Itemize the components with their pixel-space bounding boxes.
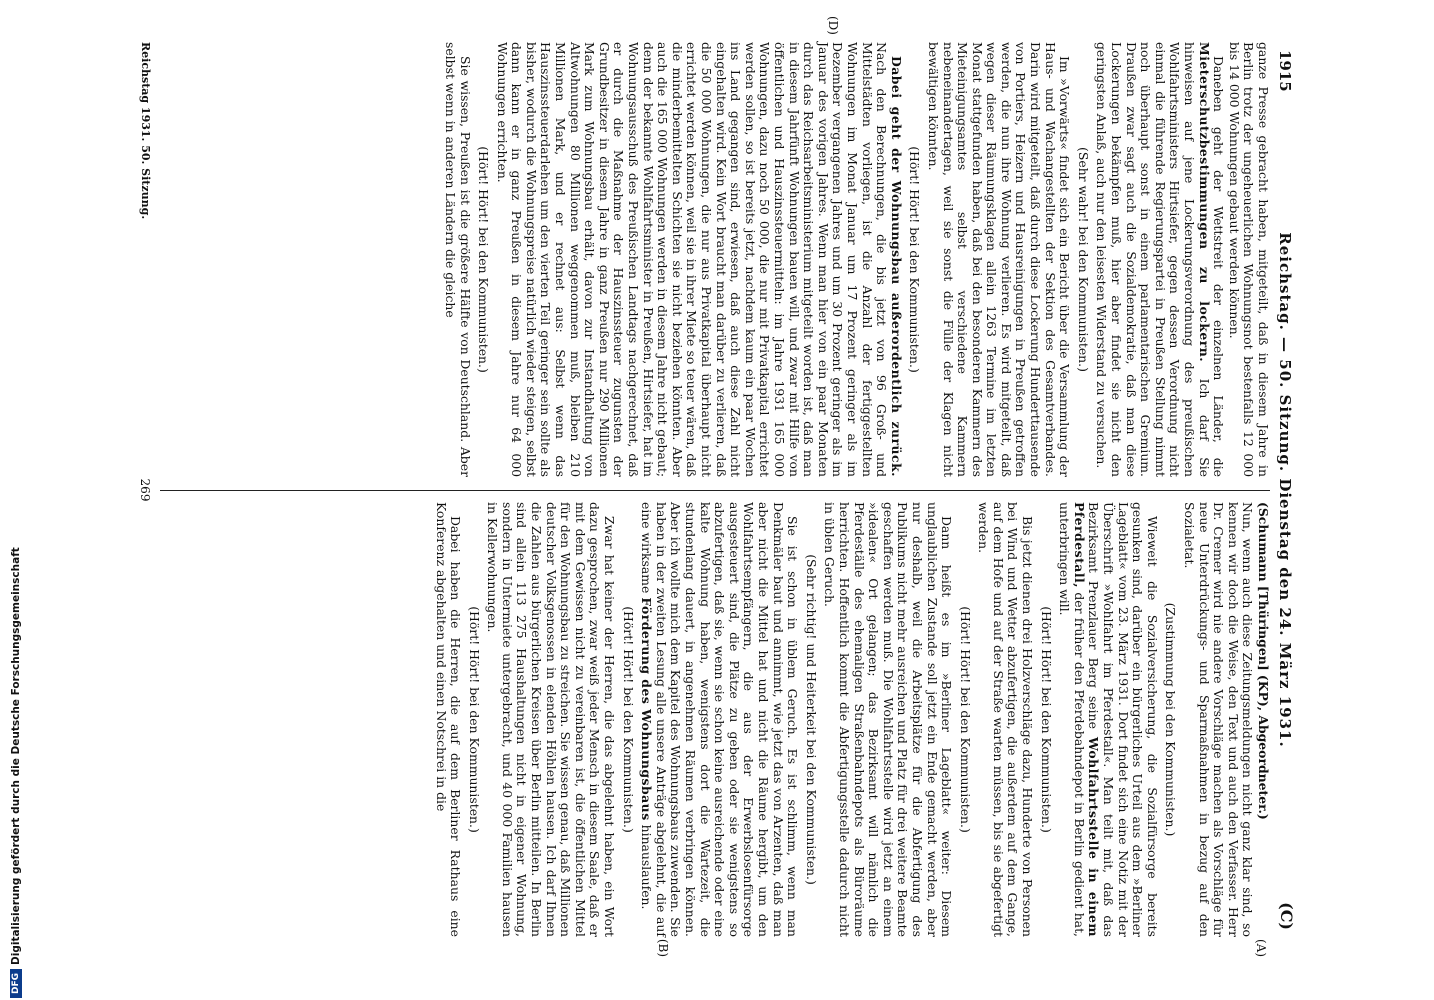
text: hinauslaufen.: [639, 824, 655, 910]
paragraph: [639, 502, 800, 937]
text: Nach den Berechnungen, die bis jetzt von 96 Groß- und Mittelstädten vorliegen, ist die Anzahl der fertiggestellten Wohnungen im Monat Januar um 17 Prozent geringer als im Dezember vergangenen Jahres und um 30 Prozent geringer als im Januar des vorigen Jahres. Wenn man hier von ein paar Monaten durch das Reichsarbeitsministerium mitgeteilt worden ist, daß man in diesem Jahrfünft Wohnungen bauen will, und zwar mit Hilfe von öffentlichen und Hauszinssteuermitteln: im Jahre 1931 165 000 Wohnungen, dazu noch 50 000, die nur mit Privatkapital errichtet werden sollen, so ist bereits jetzt, nachdem kaum ein paar Wochen ins Land gegangen sind, erwiesen, daß auch diese Zahl nicht eingehalten wird. Kein Wort braucht man darüber zu verlieren, daß die 50 000 Wohnungen, die nur aus Privatkapital überhaupt nicht errichtet werden können, weil sie in ihrer Miete so teuer wären, daß die minderbemittelten Schichten sie nicht beziehen könnten. Aber auch die 165 000 Wohnungen werden in diesem Jahre nicht gebaut; denn der bekannte Wohlfahrtsminister in Preußen, Hirtsiefer, hat im Wohnungsausschuß des Preußischen Landtags nachgerechnet, daß er durch die Maßnahme der Hauszinssteuer zugunsten der Grundbesitzer in diesem Jahre in ganz Preußen nur 290 Millionen Mark zum Wohnungsbau erhält, davon zur Instandhaltung von Altwohnungen 80 Millionen weggenommen muß, bleiben 210 Millionen Mark, und er rechnet aus: Selbst wenn das Hauszinssteuerdarlehen um den vierten Teil geringer sein sollte als bisher, wodurch die Wohnungspreise natürlich wieder steigen, selbst dann kann er in ganz Preußen in diesem Jahre nur 64 000 Wohnungen errichten.: [494, 42, 890, 478]
paragraph: Dann heißt es im »Berliner Lageblatt« weiter: Diesem unglaublichen Zustande soll jetzt ein Ende gemacht werden, aber nur deshalb, weil die Arbeitsplätze für die Abfertigung des Publikums nicht mehr ausreichen und Platz für drei weitere Beamte geschaffen werden muß. Die Wohlfahrtsstelle wird jetzt an einem »idealen« Ort gelangen; das Bezirksamt will nämlich die Pferdeställe des ehemaligen Straßenbahndepots als Büroräume herrichten. Hoffentlich kommt die Abfertigungsstelle dadurch nicht in üblen Geruch.: [822, 502, 955, 937]
paragraph: [494, 42, 903, 477]
column-divider: [160, 490, 1270, 491]
text-column-left: [160, 16, 1271, 478]
margin-marker-c: (C): [1277, 902, 1296, 930]
text: Sie ist schon in üblem Geruch. Es ist schlimm, wenn man Denkmäler baut und annimmt, wie jetzt das von Arzenten, daß man aber nicht die Mittel hat und nicht die Räume hergibt, um den Wohlfahrtsempfängern, die aus der Erwerbslosenfürsorge ausgesteuert sind, die Plätze zu geben oder sie wenigstens so abzufertigen, daß sie, wenn sie schon keine ausreichende oder eine kalte Wohnung haben, wenigstens dort die Wartezeit, die stundenlang dauert, in angenehmen Räumen verbringen können. Aber ich wollte mich dem Kapitel des Wohnungsbaus zuwenden. Sie haben in der zweiten Lesung alle unsere Anträge abgelehnt, die auf eine wirksame: [639, 502, 801, 937]
paragraph: ganze Presse gebracht haben, mitgeteilt, daß in diesem Jahre in Berlin trotz der ungeheuerlichen Wohnungsnot bestenfalls 12 000 bis 14 000 Wohnungen gebaut werden können.: [1226, 42, 1271, 477]
page-header: [1274, 40, 1300, 940]
interjection: (Sehr richtig! und Heiterkeit bei den Kommunisten.): [803, 554, 819, 885]
interjection: (Hört! Hört! bei den Kommunisten.): [907, 146, 923, 373]
running-title: Reichstag. — 50. Sitzung. Dienstag den 24. März 1931.: [1276, 232, 1294, 748]
paragraph: Zwar hat keiner der Herren, die das abgelehnt haben, ein Wort dazu gesprochen, zwar weiß jeder Mensch in diesem Saale, daß er mit dem Gewissen nicht zu vereinbaren ist, die öffentlichen Mittel für den Wohnungsbau zu streichen. Sie wissen genau, daß Millionen deutscher Volksgenossen in elenden Höhlen hausen. Ich darf Ihnen die Zahlen aus bürgerlichen Kreisen über Berlin mitteilen. In Berlin sind allein 113 275 Haushaltungen nicht in eigener Wohnung, sondern in Untermiete untergebracht, und 40 000 Familien hausen in Kellerwohnungen.: [485, 502, 618, 937]
funding-note: Digitalisierung gefördert durch die Deutsche Forschungsgemeinschaft: [10, 547, 22, 965]
margin-marker-b: (B): [656, 938, 670, 957]
margin-marker-d: (D): [826, 16, 840, 35]
dfg-logo-icon: DFG: [10, 969, 22, 998]
speaker: (Schumann [Thüringen] (KP), Abgeordneter.): [1256, 502, 1271, 820]
paragraph: Im »Vorwärts« findet sich ein Bericht über die Versammlung der Haus- und Wachangestellten der Sektion des Gesamtverbandes. Darin wird mitgeteilt, daß durch diese Lockerung Hunderttausende von Portiers, Heizern und Hausreinigungen in Preußen getroffen werden, die nun ihre Wohnung verlieren. Es wird mitgeteilt, daß wegen dieser Räumungsklagen allein 1263 Termine im letzten Monat stattgefunden haben, daß bei den besonderen Kammern des Mieteinigungsamtes selbst verschiedene Kammern nebeneinandertagen, weil sie sonst die Fülle der Klagen nicht bewältigen könnten.: [925, 42, 1073, 477]
emphasis: Wohlfahrtsstelle in einem Pferdestall,: [1071, 502, 1102, 937]
paragraph: [1057, 502, 1159, 937]
page-number-header: 1915: [1276, 50, 1294, 92]
paragraph: Sie wissen, Preußen ist die größere Hälfte von Deutschland. Aber selbst wenn in anderen Ländern die gleiche: [442, 42, 473, 477]
text: Wieweit die Sozialversicherung, die Sozialfürsorge bereits gesunken sind, darüber ein bürgerliches Urteil aus dem »Berliner Lageblatt« vom 23. März 1931. Dort findet sich eine Notiz mit der Überschrift »Wohlfahrt im Pferdestall«. Man teilt mit, daß das Bezirksamt Prenzlauer Berg seine: [1086, 502, 1160, 937]
margin-marker-a: (A): [1254, 938, 1268, 957]
paragraph: Bis jetzt dienen drei Holzverschläge dazu, Hunderte von Personen bei Wind und Wetter abzufertigen, die außerdem auf dem Gange, auf dem Hofe und auf der Straße warten müssen, bis sie abgefertigt werden.: [976, 502, 1036, 937]
speaker-line: [1255, 502, 1270, 937]
paragraph: Nun, wenn auch diese Zeitungsmeldungen nicht ganz klar sind, so kennen wir doch die Weise, den Text und auch den Verfasser. Herr Dr. Cremer wird nie andere Vorschläge machen als Vorschläge für neue Unterdrückungs- und Sparmaßnahmen in bezug auf den Sozialetat.: [1182, 502, 1256, 937]
funding-sidebar: [10, 38, 30, 998]
interjection: (Zustimmung bei den Kommunisten.): [1163, 602, 1179, 837]
text: Daneben geht der Wettstreit der einzelnen Länder, die: [1211, 56, 1227, 477]
interjection: (Hört! Hört! bei den Kommunisten.): [466, 606, 482, 833]
interjection: (Sehr wahr! bei den Kommunisten.): [1075, 147, 1091, 372]
rotated-page: [120, 16, 1300, 957]
footer-source: Reichstag 1931. 50. Sitzung.: [139, 42, 152, 220]
interjection: (Hört! Hört! bei den Kommunisten.): [957, 606, 973, 833]
text: der früher den Pferdebahndepot in Berlin gedient hat, unterbringen will.: [1057, 502, 1087, 937]
text: Ich darf Sie hinweisen auf jene Lockerungsverordnung des preußischen Wohlfahrtsministers Hirtsiefer, gegen dessen Verordnung nicht einmal die führende Regierungspartei in Preußen Stellung nimmt noch überhaupt sonst in einem parlamentarischen Gremium. Draußen zwar sagt auch die Sozialdemokratie, daß man diese Lockerungen bekämpfen muß, hier aber findet sie nicht den geringsten Anlaß, auch nur den leisesten Widerstand zu versuchen.: [1094, 42, 1212, 477]
interjection: (Hört! Hört! bei den Kommunisten.): [476, 146, 492, 373]
interjection: (Hört! Hört! bei den Kommunisten.): [1038, 606, 1054, 833]
text-column-right: [160, 502, 1271, 957]
emphasis: Dabei geht der Wohnungsbau außerordentlich zurück.: [888, 56, 904, 477]
footer-page-number: 269: [138, 478, 152, 502]
interjection: (Hört! Hört! bei den Kommunisten.): [620, 606, 636, 833]
paragraph: [1094, 42, 1225, 477]
emphasis: Förderung des Wohnungsbaus: [639, 597, 655, 821]
paragraph: Dabei haben die Herren, die auf dem Berliner Rathaus eine Konferenz abgehalten und einen Notschrei in die: [433, 502, 464, 937]
emphasis: Mieterschutzbestimmungen zu lockern.: [1196, 42, 1212, 363]
